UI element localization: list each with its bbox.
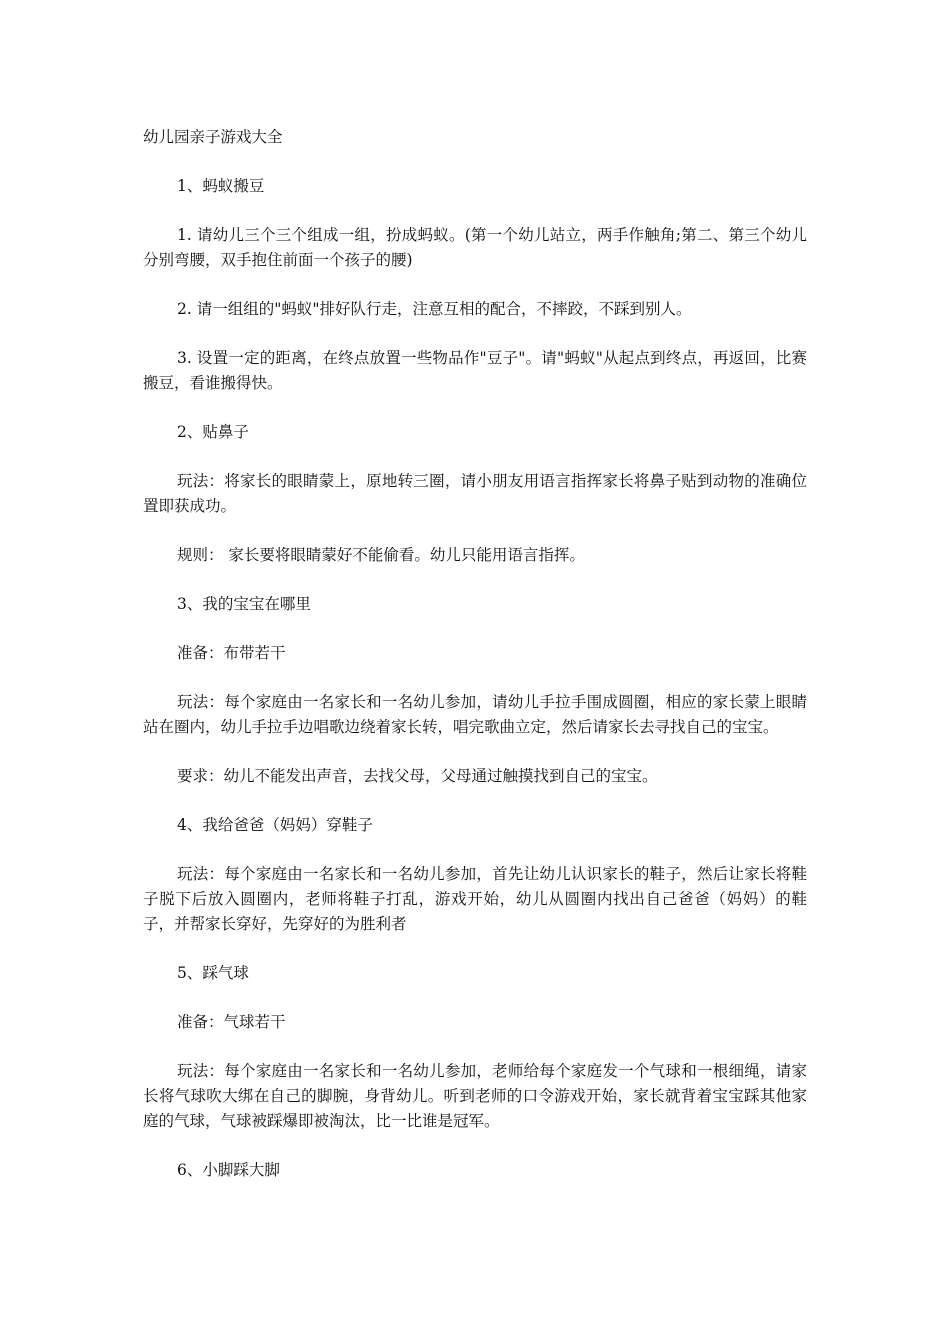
paragraph: 玩法：将家长的眼睛蒙上，原地转三圈，请小朋友用语言指挥家长将鼻子贴到动物的准确位置即获成功。 (143, 472, 807, 515)
document-body (143, 174, 807, 1183)
document-page (143, 124, 807, 1207)
document-title: 幼儿园亲子游戏大全 (143, 128, 283, 146)
paragraph: 2、贴鼻子 (177, 423, 249, 441)
paragraph: 1. 请幼儿三个三个组成一组，扮成蚂蚁。(第一个幼儿站立，两手作触角;第二、第三个幼儿分别弯腰，双手抱住前面一个孩子的腰) (143, 226, 807, 269)
paragraph: 玩法：每个家庭由一名家长和一名幼儿参加，老师给每个家庭发一个气球和一根细绳，请家长将气球吹大绑在自己的脚腕，身背幼儿。听到老师的口令游戏开始，家长就背着宝宝踩其他家庭的气球，气球被踩爆即被淘汰，比一比谁是冠军。 (143, 1062, 807, 1130)
paragraph: 准备：气球若干 (177, 1013, 286, 1031)
paragraph: 1、蚂蚁搬豆 (177, 177, 265, 195)
paragraph: 6、小脚踩大脚 (177, 1161, 280, 1179)
paragraph: 要求：幼儿不能发出声音，去找父母，父母通过触摸找到自己的宝宝。 (177, 767, 658, 785)
paragraph: 规则： 家长要将眼睛蒙好不能偷看。幼儿只能用语言指挥。 (177, 546, 585, 564)
paragraph: 2. 请一组组的"蚂蚁"排好队行走，注意互相的配合，不摔跤，不踩到别人。 (177, 300, 692, 318)
paragraph: 5、踩气球 (177, 964, 249, 982)
paragraph: 4、我给爸爸（妈妈）穿鞋子 (177, 816, 373, 834)
paragraph: 准备：布带若干 (177, 644, 286, 662)
paragraph: 玩法：每个家庭由一名家长和一名幼儿参加，请幼儿手拉手围成圆圈，相应的家长蒙上眼睛站在圈内，幼儿手拉手边唱歌边绕着家长转，唱完歌曲立定，然后请家长去寻找自己的宝宝。 (143, 693, 807, 736)
paragraph: 3、我的宝宝在哪里 (177, 595, 311, 613)
paragraph: 3. 设置一定的距离，在终点放置一些物品作"豆子"。请"蚂蚁"从起点到终点，再返回，比赛搬豆，看谁搬得快。 (143, 349, 807, 392)
paragraph: 玩法：每个家庭由一名家长和一名幼儿参加，首先让幼儿认识家长的鞋子，然后让家长将鞋子脱下后放入圆圈内，老师将鞋子打乱，游戏开始，幼儿从圆圈内找出自己爸爸（妈妈）的鞋子，并帮家长穿好，先穿好的为胜利者 (143, 865, 807, 933)
